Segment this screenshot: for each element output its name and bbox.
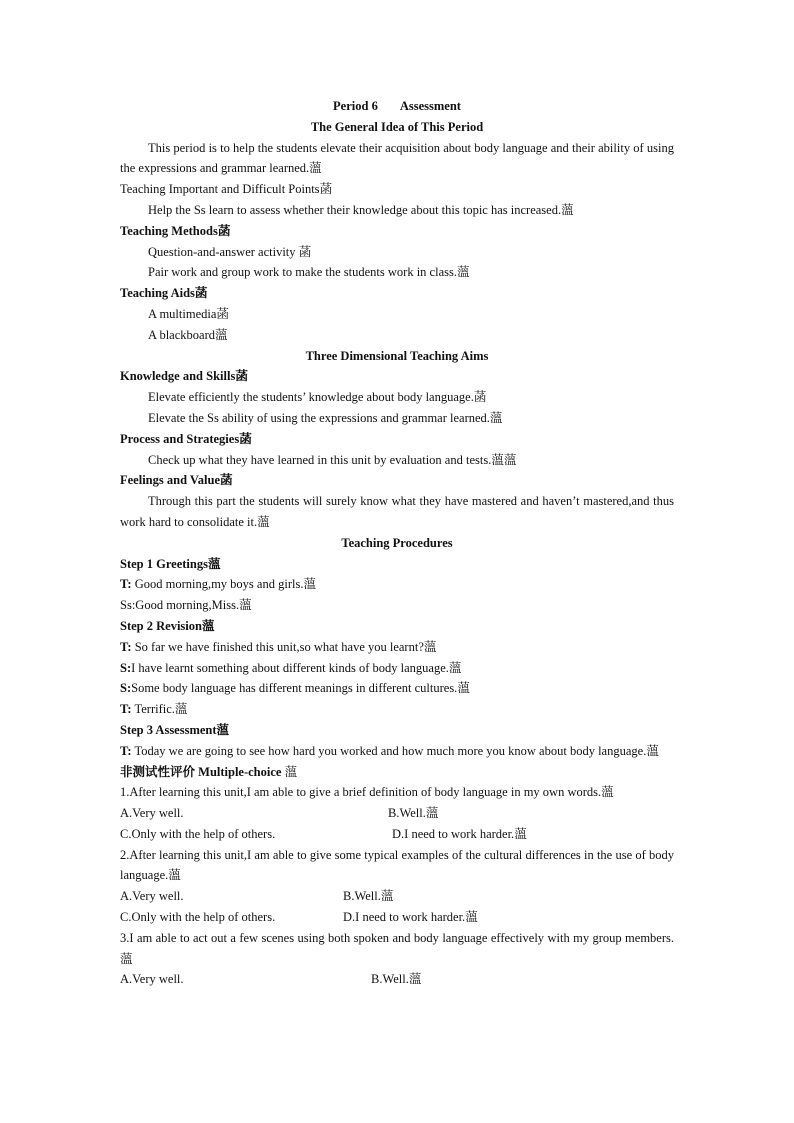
aids-item: A blackboard薀 bbox=[148, 327, 228, 342]
dialogue-line: T: So far we have finished this unit,so what have you learnt?薀 bbox=[120, 639, 437, 654]
methods-item: Question-and-answer activity 菡 bbox=[148, 244, 312, 259]
option-b: B.Well.薀 bbox=[388, 806, 439, 821]
feelings-heading: Feelings and Value菡 bbox=[120, 473, 233, 488]
answer-row bbox=[120, 907, 674, 928]
option-c: C.Only with the help of others. bbox=[120, 910, 276, 925]
process-heading: Process and Strategies菡 bbox=[120, 431, 252, 446]
option-b: B.Well.薀 bbox=[371, 972, 422, 987]
procedures-heading: Teaching Procedures bbox=[341, 535, 453, 550]
aids-heading: Teaching Aids菡 bbox=[120, 286, 208, 301]
option-d: D.I need to work harder.薀 bbox=[343, 910, 478, 925]
aids-item: A multimedia菡 bbox=[148, 306, 229, 321]
knowledge-item: Elevate efficiently the students’ knowledge about body language.菡 bbox=[148, 390, 487, 405]
general-idea-heading: The General Idea of This Period bbox=[310, 119, 484, 134]
methods-item: Pair work and group work to make the students work in class.薀 bbox=[148, 265, 470, 280]
answer-row bbox=[120, 803, 674, 824]
step1-heading: Step 1 Greetings薀 bbox=[120, 556, 221, 571]
answer-row bbox=[120, 824, 674, 845]
question-text: 2.After learning this unit,I am able to give some typical examples of the cultural differences in the use of body language.薀 bbox=[120, 847, 674, 883]
question-text: 3.I am able to act out a few scenes using both spoken and body language effectively with my group members.薀 bbox=[120, 930, 674, 966]
step3-text: T: Today we are going to see how hard you worked and how much more you know about body language.薀 bbox=[120, 743, 659, 758]
methods-heading: Teaching Methods菡 bbox=[120, 223, 231, 238]
document-page bbox=[120, 96, 674, 990]
process-text: Check up what they have learned in this unit by evaluation and tests.薀薀 bbox=[148, 452, 517, 467]
option-c: C.Only with the help of others. bbox=[120, 826, 276, 841]
period-label: Period 6 bbox=[333, 99, 378, 113]
option-a: A.Very well. bbox=[120, 806, 184, 821]
dialogue-line: Ss:Good morning,Miss.薀 bbox=[120, 598, 252, 613]
aims-heading: Three Dimensional Teaching Aims bbox=[305, 348, 489, 363]
option-b: B.Well.薀 bbox=[343, 889, 394, 904]
dialogue-line: S:I have learnt something about different kinds of body language.薀 bbox=[120, 660, 462, 675]
dialogue-line: T: Terrific.薀 bbox=[120, 702, 188, 717]
assessment-label: Assessment bbox=[399, 99, 461, 113]
test-heading: 非测试性评价 Multiple-choice 薀 bbox=[120, 763, 298, 779]
knowledge-item: Elevate the Ss ability of using the expressions and grammar learned.薀 bbox=[148, 410, 503, 425]
option-a: A.Very well. bbox=[120, 972, 184, 987]
intro-paragraph: This period is to help the students elevate their acquisition about body language and their ability of using the expressions and grammar learned.薀 bbox=[120, 140, 674, 176]
step2-heading: Step 2 Revision薀 bbox=[120, 618, 215, 633]
period-title bbox=[120, 96, 674, 117]
option-d: D.I need to work harder.薀 bbox=[392, 826, 527, 841]
important-points-text: Help the Ss learn to assess whether their knowledge about this topic has increased.薀 bbox=[148, 202, 574, 217]
answer-row bbox=[120, 886, 674, 907]
knowledge-heading: Knowledge and Skills菡 bbox=[120, 369, 248, 384]
step3-heading: Step 3 Assessment薀 bbox=[120, 722, 230, 737]
question-text: 1.After learning this unit,I am able to give a brief definition of body language in my own words.薀 bbox=[120, 785, 614, 800]
dialogue-line: T: Good morning,my boys and girls.薀 bbox=[120, 577, 316, 592]
option-a: A.Very well. bbox=[120, 889, 184, 904]
dialogue-line: S:Some body language has different meanings in different cultures.薀 bbox=[120, 681, 470, 696]
feelings-text: Through this part the students will surely know what they have mastered and haven’t mastered,and thus work hard to consolidate it.薀 bbox=[120, 494, 674, 529]
answer-row bbox=[120, 969, 674, 990]
important-points-heading: Teaching Important and Difficult Points菡 bbox=[120, 182, 333, 197]
